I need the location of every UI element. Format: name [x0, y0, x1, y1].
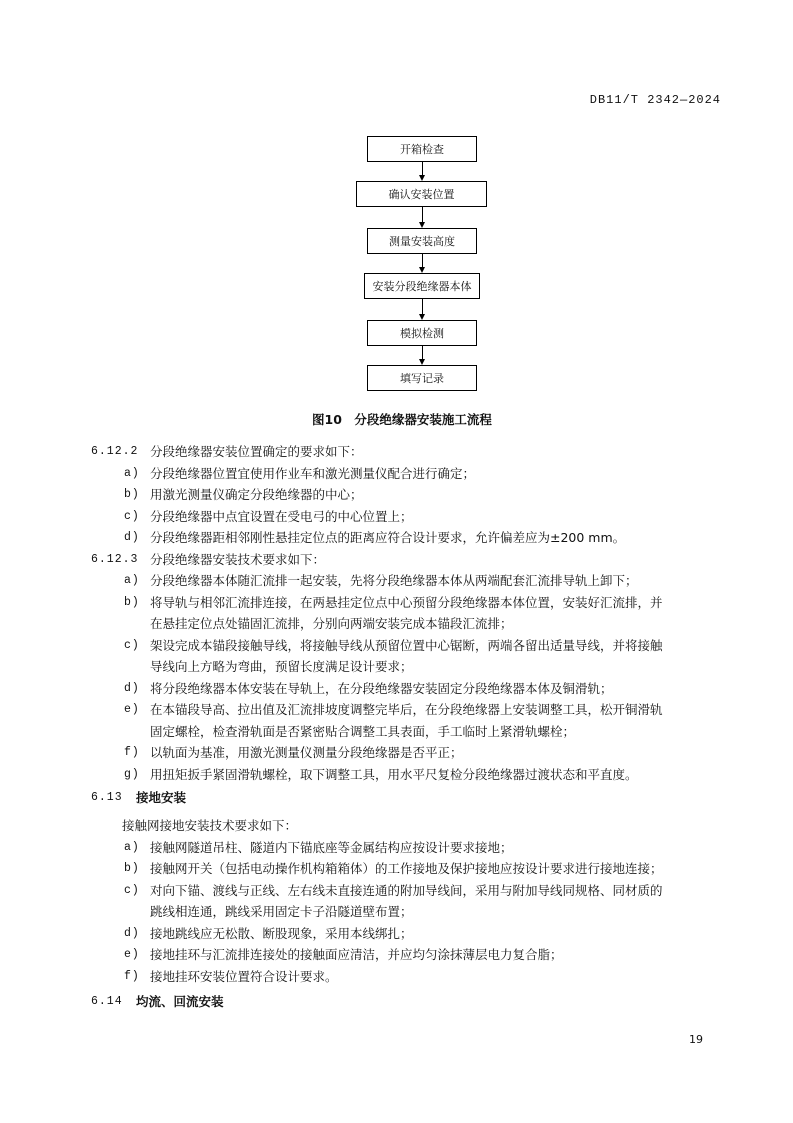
list-item-text: 分段绝缘器距相邻刚性悬挂定位点的距离应符合设计要求，允许偏差应为±200 mm。 — [150, 530, 626, 545]
flow-step-box: 开箱检查 — [367, 136, 477, 162]
flow-step-box: 填写记录 — [367, 365, 477, 391]
intro-text: 接触网接地安装技术要求如下： — [122, 818, 298, 833]
list-item-text: 导线向上方略为弯曲，预留长度满足设计要求； — [150, 659, 413, 674]
list-item-text: 分段绝缘器中点宜设置在受电弓的中心位置上； — [150, 508, 413, 524]
flow-step-box: 测量安装高度 — [367, 228, 477, 254]
list-label: c) — [124, 509, 140, 523]
document-code: DB11/T 2342—2024 — [589, 93, 721, 107]
list-label: a) — [124, 466, 140, 480]
flow-connector — [422, 254, 423, 267]
flow-connector — [422, 346, 423, 359]
list-label: e) — [124, 948, 140, 961]
list-item-text: 跳线相连通，跳线采用固定卡子沿隧道壁布置； — [150, 904, 413, 919]
section-title: 分段绝缘器安装技术要求如下： — [150, 551, 326, 567]
section-number: 6.14 — [91, 995, 123, 1008]
list-item-text: 架设完成本锚段接触导线，将接触导线从预留位置中心锯断，两端各留出适量导线，并将接触 — [150, 637, 663, 653]
section-number: 6.13 — [91, 791, 123, 804]
list-item-text: 接触网开关（包括电动操作机构箱箱体）的工作接地及保护接地应按设计要求进行接地连接； — [150, 861, 663, 876]
list-item-text: 接地挂环安装位置符合设计要求。 — [150, 968, 338, 984]
list-label: d) — [124, 926, 140, 940]
flow-connector — [422, 207, 423, 222]
list-label: c) — [124, 638, 140, 652]
list-item-text: 用扭矩扳手紧固滑轨螺栓，取下调整工具，用水平尺复检分段绝缘器过渡状态和平直度。 — [150, 766, 638, 782]
list-item-text: 将分段绝缘器本体安装在导轨上，在分段绝缘器安装固定分段绝缘器本体及铜滑轨； — [150, 680, 613, 696]
list-label: b) — [124, 488, 140, 501]
list-label: f) — [124, 746, 140, 759]
list-item-text: 分段绝缘器位置宜使用作业车和激光测量仪配合进行确定； — [150, 465, 476, 481]
list-item-text: 用激光测量仪确定分段绝缘器的中心； — [150, 487, 363, 502]
list-item-text: 在悬挂定位点处锚固汇流排，分别向两端安装完成本锚段汇流排； — [150, 616, 513, 631]
flow-step-box: 安装分段绝缘器本体 — [364, 273, 480, 299]
list-item-text: 分段绝缘器本体随汇流排一起安装，先将分段绝缘器本体从两端配套汇流排导轨上卸下； — [150, 573, 638, 588]
list-item-text: 在本锚段导高、拉出值及汇流排坡度调整完毕后，在分段绝缘器上安装调整工具，松开铜滑轨 — [150, 702, 663, 717]
list-item-text: 固定螺栓，检查滑轨面是否紧密贴合调整工具表面，手工临时上紧滑轨螺栓； — [150, 723, 576, 739]
section-number: 6.12.2 — [91, 445, 139, 458]
section-number: 6.12.3 — [91, 552, 139, 566]
list-label: b) — [124, 595, 140, 609]
list-item-text: 对向下锚、渡线与正线、左右线未直接连通的附加导线间，采用与附加导线同规格、同材质的 — [150, 882, 663, 898]
flow-connector — [422, 162, 423, 175]
section-heading: 接地安装 — [136, 790, 187, 805]
flow-connector — [422, 299, 423, 314]
list-item-text: 接地跳线应无松散、断股现象，采用本线绑扎； — [150, 925, 413, 941]
figure-caption: 图10 分段绝缘器安装施工流程 — [312, 412, 492, 427]
list-label: c) — [124, 883, 140, 897]
list-label: f) — [124, 969, 140, 983]
flow-step-box: 确认安装位置 — [356, 181, 487, 207]
list-label: a) — [124, 574, 140, 587]
list-item-text: 以轨面为基准，用激光测量仪测量分段绝缘器是否平正； — [150, 745, 463, 760]
list-label: g) — [124, 767, 140, 781]
list-label: d) — [124, 681, 140, 695]
section-heading: 均流、回流安装 — [136, 994, 224, 1009]
list-item-text: 将导轨与相邻汇流排连接，在两悬挂定位点中心预留分段绝缘器本体位置，安装好汇流排，并 — [150, 594, 663, 610]
list-label: a) — [124, 840, 140, 854]
page-number: 19 — [689, 1033, 703, 1046]
list-item-text: 接地挂环与汇流排连接处的接触面应清洁，并应均匀涂抹薄层电力复合脂； — [150, 947, 563, 962]
list-label: b) — [124, 862, 140, 875]
flow-step-box: 模拟检测 — [367, 320, 477, 346]
list-label: e) — [124, 703, 140, 716]
section-title: 分段绝缘器安装位置确定的要求如下： — [150, 444, 363, 459]
list-label: d) — [124, 531, 140, 544]
list-item-text: 接触网隧道吊柱、隧道内下锚底座等金属结构应按设计要求接地； — [150, 839, 513, 855]
